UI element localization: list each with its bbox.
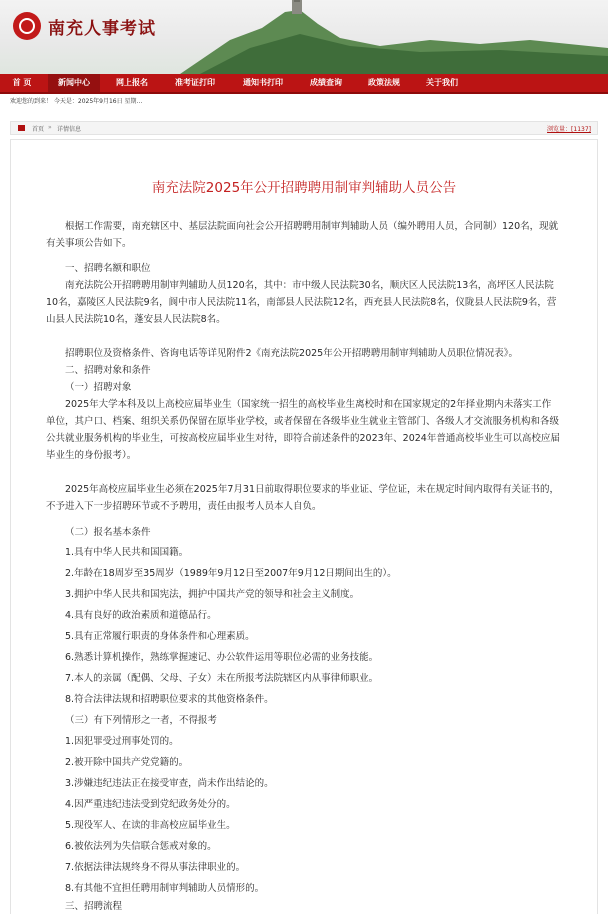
nav-home[interactable]: 首 页: [12, 78, 32, 87]
paragraph: 2025年大学本科及以上高校应届毕业生（国家统一招生的高校毕业生离校时和在国家规定的2年择业期内未落实工作单位，其户口、档案、组织关系仍保留在原毕业学校，或者保留在各级毕业生就业主管部门、各级人才交流服务机构和各级公共就业服务机构的毕业生，可按高校应届毕业生对待，即符合前述条件的2023年、2024年普通高校毕业生可以高校应届毕业生的身份报考）。: [46, 399, 560, 461]
list-item: 8.有其他不宜担任聘用制审判辅助人员情形的。: [65, 883, 265, 894]
paragraph: 根据工作需要，南充辖区中、基层法院面向社会公开招聘聘用制审判辅助人员（编外聘用人员，合同制）120名，现就有关事项公告如下。: [46, 221, 559, 249]
home-icon: [18, 125, 25, 131]
list-item: 4.因严重违纪违法受到党纪政务处分的。: [65, 799, 236, 810]
view-count: 浏览量：[1137]: [547, 126, 591, 133]
nav-score-query[interactable]: 成绩查询: [310, 78, 342, 87]
section-heading: 一、招聘名额和职位: [65, 263, 151, 274]
list-item: 8.符合法律法规和招聘职位要求的其他资格条件。: [65, 694, 274, 705]
main-nav: [0, 74, 608, 94]
nav-about[interactable]: 关于我们: [426, 78, 458, 87]
list-item: 7.本人的亲属（配偶、父母、子女）未在所报考法院辖区内从事律师职业。: [65, 673, 379, 684]
list-item: 4.具有良好的政治素质和道德品行。: [65, 610, 217, 621]
nav-notice-print[interactable]: 通知书打印: [243, 78, 283, 87]
breadcrumb-separator: »: [48, 124, 52, 131]
site-name[interactable]: 南充人事考试: [48, 19, 156, 39]
header-banner: [0, 0, 608, 74]
list-item: 6.熟悉计算机操作，熟练掌握速记、办公软件运用等职位必需的业务技能。: [65, 652, 379, 663]
list-item: 1.具有中华人民共和国国籍。: [65, 547, 189, 558]
breadcrumb-home[interactable]: 首页: [32, 126, 45, 133]
section-heading: （一）招聘对象: [65, 382, 132, 393]
seal-logo-icon[interactable]: [13, 12, 41, 40]
paragraph: 南充法院公开招聘聘用制审判辅助人员120名，其中：市中级人民法院30名，顺庆区人民法院13名，高坪区人民法院10名，嘉陵区人民法院9名，阆中市人民法院11名，南部县人民法院12名，西充县人民法院8名，仪陇县人民法院9名，营山县人民法院10名，蓬安县人民法院8名。: [46, 280, 557, 325]
article-title: 南充法院2025年公开招聘聘用制审判辅助人员公告: [151, 180, 457, 196]
list-item: 5.具有正常履行职责的身体条件和心理素质。: [65, 631, 255, 642]
paragraph: 招聘职位及资格条件、咨询电话等详见附件2《南充法院2025年公开招聘聘用制审判辅助人员职位情况表》。: [65, 348, 518, 359]
list-item: 3.涉嫌违纪违法正在接受审查，尚未作出结论的。: [65, 778, 274, 789]
nav-news[interactable]: 新闻中心: [48, 74, 100, 92]
section-heading: 三、招聘流程: [65, 901, 123, 912]
nav-online-registration[interactable]: 网上报名: [116, 78, 148, 87]
nav-policy[interactable]: 政策法规: [368, 78, 400, 87]
section-heading: 二、招聘对象和条件: [65, 365, 151, 376]
paragraph: 2025年高校应届毕业生必须在2025年7月31日前取得职位要求的毕业证、学位证，未在规定时间内取得有关证书的，不予进入下一步招聘环节或不予聘用，责任由报考人员本人自负。: [46, 484, 559, 512]
section-heading: （二）报名基本条件: [65, 527, 151, 538]
list-item: 2.被开除中国共产党党籍的。: [65, 757, 189, 768]
welcome-date: 欢迎您的到来！ 今天是：2025年9月16日 星期...: [10, 98, 143, 105]
list-item: 2.年龄在18周岁至35周岁（1989年9月12日至2007年9月12日期间出生的）。: [65, 568, 397, 579]
list-item: 5.现役军人、在读的非高校应届毕业生。: [65, 820, 236, 831]
list-item: 1.因犯罪受过刑事处罚的。: [65, 736, 179, 747]
breadcrumb: [10, 121, 598, 135]
breadcrumb-section[interactable]: 详情信息: [57, 126, 82, 133]
section-heading: （三）有下列情形之一者，不得报考: [65, 715, 218, 726]
nav-admission-ticket[interactable]: 准考证打印: [175, 78, 215, 87]
list-item: 3.拥护中华人民共和国宪法，拥护中国共产党的领导和社会主义制度。: [65, 589, 360, 600]
list-item: 6.被依法列为失信联合惩戒对象的。: [65, 841, 217, 852]
list-item: 7.依据法律法规终身不得从事法律职业的。: [65, 862, 246, 873]
